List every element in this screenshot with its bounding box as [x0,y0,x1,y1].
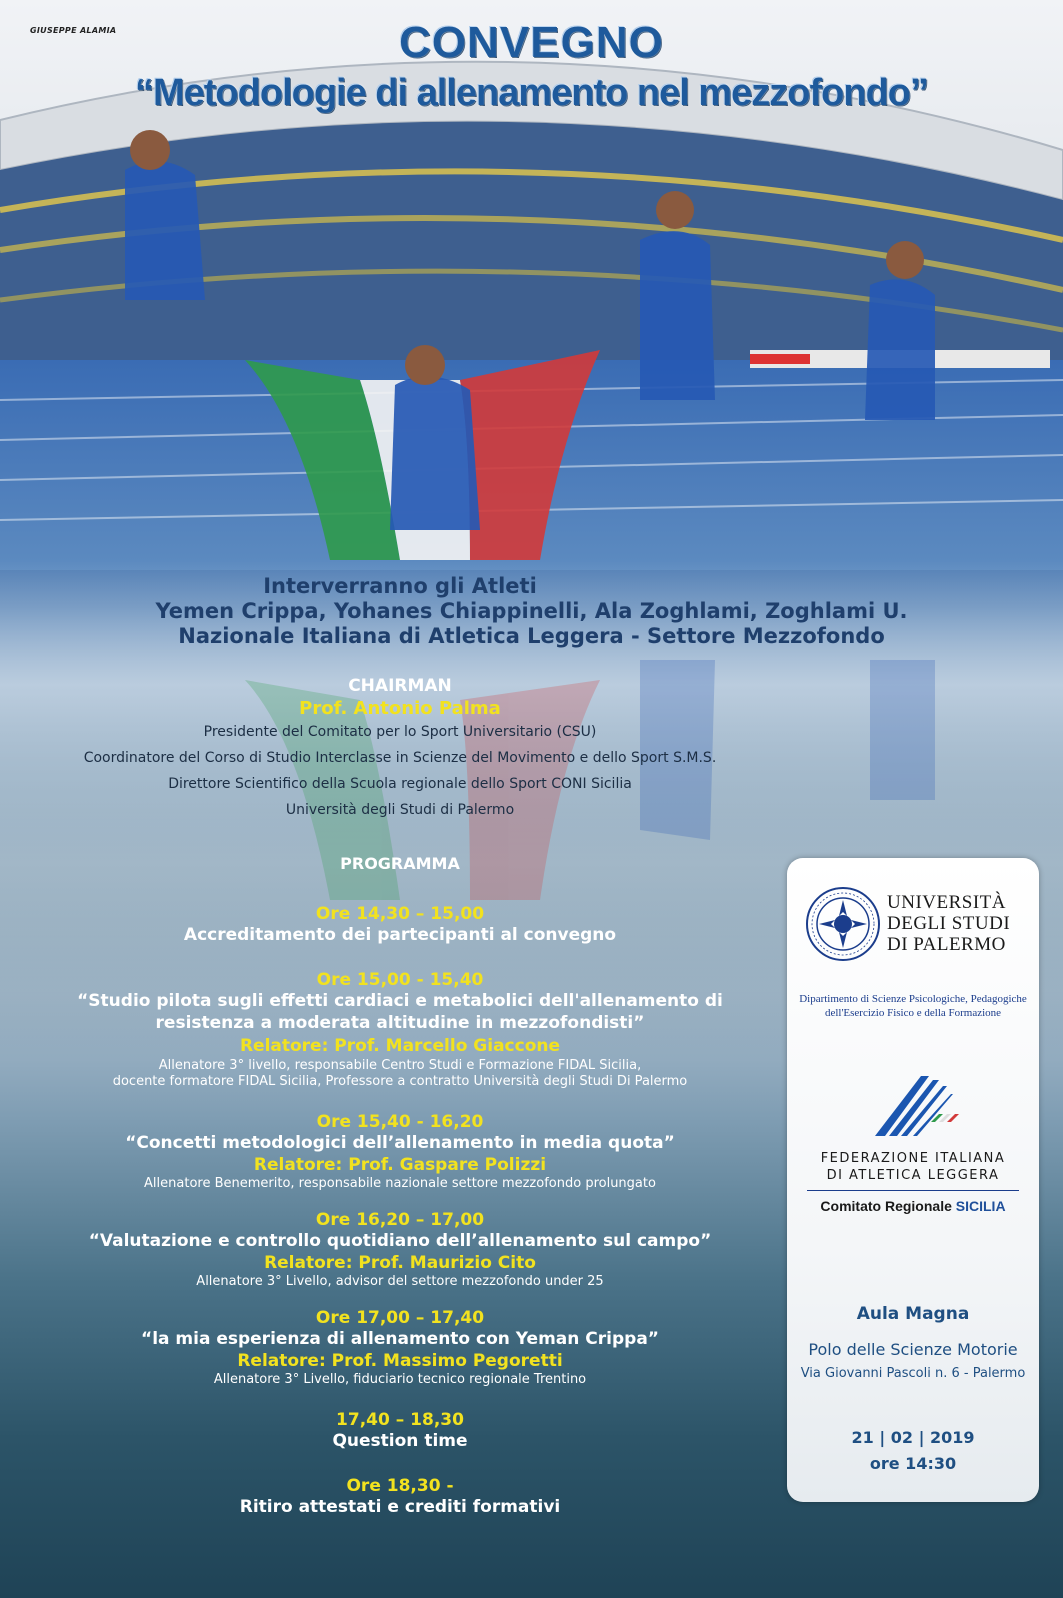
event-date: 21 | 02 | 2019 [851,1428,975,1447]
fidal-name [787,1150,1039,1184]
venue-hall: Aula Magna [856,1304,970,1324]
fidal-name-line: FEDERAZIONE ITALIANA [820,1151,1006,1166]
university-seal-icon [805,886,881,962]
title-convegno: CONVEGNO [399,18,664,67]
university-name [887,892,1010,955]
athletes-team: Nazionale Italiana di Atletica Leggera - Settore Mezzofondo [178,624,885,648]
program-talk: “Valutazione e controllo quotidiano dell’allenamento sul campo” [88,1231,712,1251]
program-talk: Accreditamento dei partecipanti al convegno [183,925,617,945]
comitato-label: Comitato Regionale [820,1198,952,1214]
program-bio: docente formatore FIDAL Sicilia, Professore a contratto Università degli Studi Di Palermo [112,1074,688,1089]
program-time: 17,40 – 18,30 [336,1410,464,1430]
program-bio: Allenatore 3° Livello, fiduciario tecnico regionale Trentino [213,1372,587,1387]
region-label: SICILIA [955,1198,1006,1214]
program-time: Ore 17,00 – 17,40 [315,1308,485,1328]
program-time: Ore 15,40 - 16,20 [316,1112,484,1132]
photo-credit: GIUSEPPE ALAMIA [30,26,117,35]
info-card [787,858,1039,1502]
program-time: Ore 16,20 – 17,00 [315,1210,485,1230]
program-talk: Question time [332,1431,468,1451]
program-talk: “la mia esperienza di allenamento con Yeman Crippa” [141,1329,659,1349]
program-time: Ore 18,30 - [346,1476,454,1496]
venue-polo: Polo delle Scienze Motorie [808,1340,1018,1359]
chairman-label: CHAIRMAN [348,676,452,696]
department-line: dell'Esercizio Fisico e della Formazione [824,1007,1002,1019]
title-subject: “Metodologie di allenamento nel mezzofondo” [134,72,929,114]
department-line: Dipartimento di Scienze Psicologiche, Pedagogiche [799,993,1027,1005]
chairman-name: Prof. Antonio Palma [299,698,501,719]
program-talk: Ritiro attestati e crediti formativi [239,1497,561,1517]
program-talk: “Concetti metodologici dell’allenamento in media quota” [125,1133,675,1153]
program-relatore: Relatore: Prof. Marcello Giaccone [239,1036,561,1056]
athletes-block [0,574,1063,649]
venue-address: Via Giovanni Pascoli n. 6 - Palermo [800,1366,1026,1381]
program-relatore: Relatore: Prof. Maurizio Cito [264,1253,536,1273]
program-talk: “Studio pilota sugli effetti cardiaci e metabolici dell'allenamento di [77,991,723,1011]
university-name-line: UNIVERSITÀ [887,892,1006,913]
program-bio: Allenatore Benemerito, responsabile nazionale settore mezzofondo prolungato [144,1176,656,1191]
chairman-role: Università degli Studi di Palermo [285,802,515,818]
department-name [787,992,1039,1020]
chairman-role: Direttore Scientifico della Scuola regionale dello Sport CONI Sicilia [168,776,632,792]
program-relatore: Relatore: Prof. Gaspare Polizzi [253,1155,547,1175]
athletes-intro: Interverranno gli Atleti [263,574,537,598]
divider [807,1190,1019,1191]
program-time: Ore 14,30 – 15,00 [315,904,485,924]
athletes-names: Yemen Crippa, Yohanes Chiappinelli, Ala Zoghlami, Zoghlami U. [155,599,908,623]
program-relatore: Relatore: Prof. Massimo Pegoretti [237,1351,563,1371]
programma-label: PROGRAMMA [340,854,460,873]
chairman-role: Presidente del Comitato per lo Sport Universitario (CSU) [203,724,597,740]
program-talk: resistenza a moderata altitudine in mezzofondisti” [155,1013,645,1033]
program-time: Ore 15,00 - 15,40 [316,970,484,990]
fidal-name-line: DI ATLETICA LEGGERA [826,1168,1000,1183]
chairman-role: Coordinatore del Corso di Studio Interclasse in Scienze del Movimento e dello Sport S.M.S. [83,750,717,766]
comitato-regionale [787,1198,1039,1214]
program-bio: Allenatore 3° livello, responsabile Centro Studi e Formazione FIDAL Sicilia, [158,1058,642,1073]
program-bio: Allenatore 3° Livello, advisor del settore mezzofondo under 25 [196,1274,604,1289]
fidal-logo-icon [873,1072,963,1142]
university-name-line: DEGLI STUDI [887,913,1011,934]
event-hour: ore 14:30 [869,1454,957,1473]
university-name-line: DI PALERMO [887,934,1006,955]
